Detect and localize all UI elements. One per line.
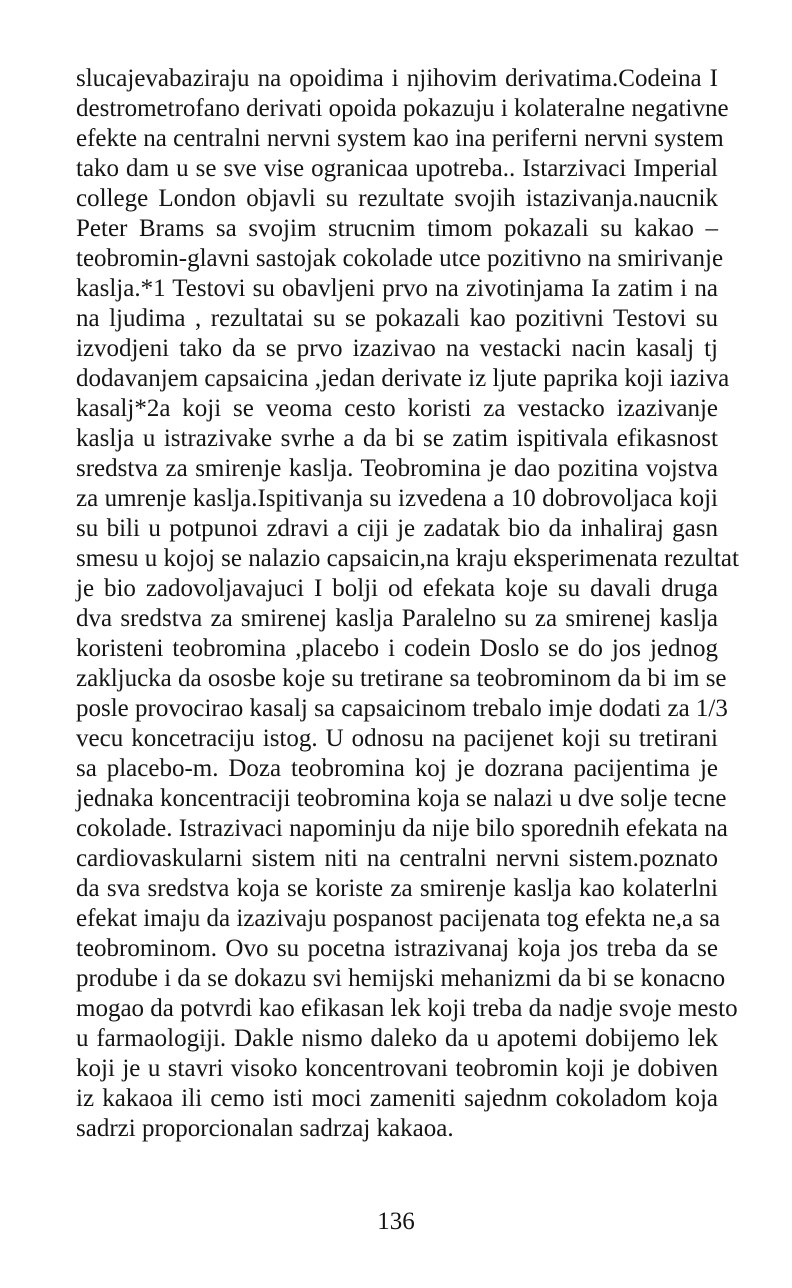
text-line: efekte na centralni nervni system kao ina periferni nervni system bbox=[76, 125, 724, 152]
text-line: mogao da potvrdi kao efikasan lek koji treba da nadje svoje mesto bbox=[76, 995, 738, 1022]
text-line: su bili u potpunoi zdravi a ciji je zadatak bio da inhaliraj gasn bbox=[76, 515, 718, 542]
text-line: izvodjeni tako da se prvo izazivao na vestacki nacin kasalj tj bbox=[76, 335, 718, 362]
text-line: cokolade. Istrazivaci napominju da nije bilo sporednih efekata na bbox=[76, 815, 728, 842]
text-line: efekat imaju da izazivaju pospanost pacijenata tog efekta ne,a sa bbox=[76, 905, 721, 932]
text-line: koristeni teobromina ,placebo i codein Doslo se do jos jednog bbox=[76, 635, 718, 662]
text-line: u farmaologiji. Dakle nismo daleko da u apotemi dobijemo lek bbox=[76, 1025, 718, 1052]
text-line: college London objavli su rezultate svojih istazivanja.naucnik bbox=[76, 185, 718, 212]
text-line: koji je u stavri visoko koncentrovani teobromin koji je dobiven bbox=[76, 1055, 718, 1082]
text-line: dodavanjem capsaicina ,jedan derivate iz ljute paprika koji iaziva bbox=[76, 365, 730, 392]
text-line: prodube i da se dokazu svi hemijski mehanizmi da bi se konacno bbox=[76, 965, 726, 992]
text-line: jednaka koncentraciji teobromina koja se nalazi u dve solje tecne bbox=[76, 785, 727, 812]
text-line: posle provocirao kasalj sa capsaicinom trebalo imje dodati za 1/3 bbox=[76, 695, 728, 722]
text-line: kasalj*2a koji se veoma cesto koristi za vestacko izazivanje bbox=[76, 395, 718, 422]
text-line: sa placebo-m. Doza teobromina koj je dozrana pacijentima je bbox=[76, 755, 718, 782]
text-line: za umrenje kaslja.Ispitivanja su izvedena a 10 dobrovoljaca koji bbox=[76, 485, 718, 512]
text-line: cardiovaskularni sistem niti na centralni nervni sistem.poznato bbox=[76, 845, 718, 872]
text-line: kaslja.*1 Testovi su obavljeni prvo na zivotinjama Ia zatim i na bbox=[76, 275, 718, 302]
text-line: iz kakaoa ili cemo isti moci zameniti sajednm cokoladom koja bbox=[76, 1085, 718, 1112]
text-line: vecu koncetraciju istog. U odnosu na pacijenet koji su tretirani bbox=[76, 725, 718, 752]
text-line: sredstva za smirenje kaslja. Teobromina je dao pozitina vojstva bbox=[76, 455, 718, 482]
text-line: slucajevabaziraju na opoidima i njihovim derivatima.Codeina I bbox=[76, 65, 718, 92]
text-line: je bio zadovoljavajuci I bolji od efekata koje su davali druga bbox=[76, 575, 718, 602]
body-text bbox=[76, 64, 739, 1144]
text-line: sadrzi proporcionalan sadrzaj kakaoa. bbox=[76, 1115, 454, 1142]
text-line: tako dam u se sve vise ogranicaa upotreba.. Istarzivaci Imperial bbox=[76, 155, 718, 182]
text-line: kaslja u istrazivake svrhe a da bi se zatim ispitivala efikasnost bbox=[76, 425, 718, 452]
text-line: da sva sredstva koja se koriste za smirenje kaslja kao kolaterlni bbox=[76, 875, 718, 902]
text-line: teobrominom. Ovo su pocetna istrazivanaj koja jos treba da se bbox=[76, 935, 718, 962]
text-line: na ljudima , rezultatai su se pokazali kao pozitivni Testovi su bbox=[76, 305, 718, 332]
text-line: teobromin-glavni sastojak cokolade utce pozitivno na smirivanje bbox=[76, 245, 724, 272]
text-line: smesu u kojoj se nalazio capsaicin,na kraju eksperimenata rezultat bbox=[76, 545, 739, 572]
text-line: dva sredstva za smirenej kaslja Paralelno su za smirenej kaslja bbox=[76, 605, 718, 632]
text-line: Peter Brams sa svojim strucnim timom pokazali su kakao – bbox=[76, 215, 718, 242]
page-number: 136 bbox=[377, 1208, 415, 1235]
text-line: zakljucka da ososbe koje su tretirane sa teobrominom da bi im se bbox=[76, 665, 727, 692]
text-line: destrometrofano derivati opoida pokazuju i kolateralne negativne bbox=[76, 95, 729, 122]
